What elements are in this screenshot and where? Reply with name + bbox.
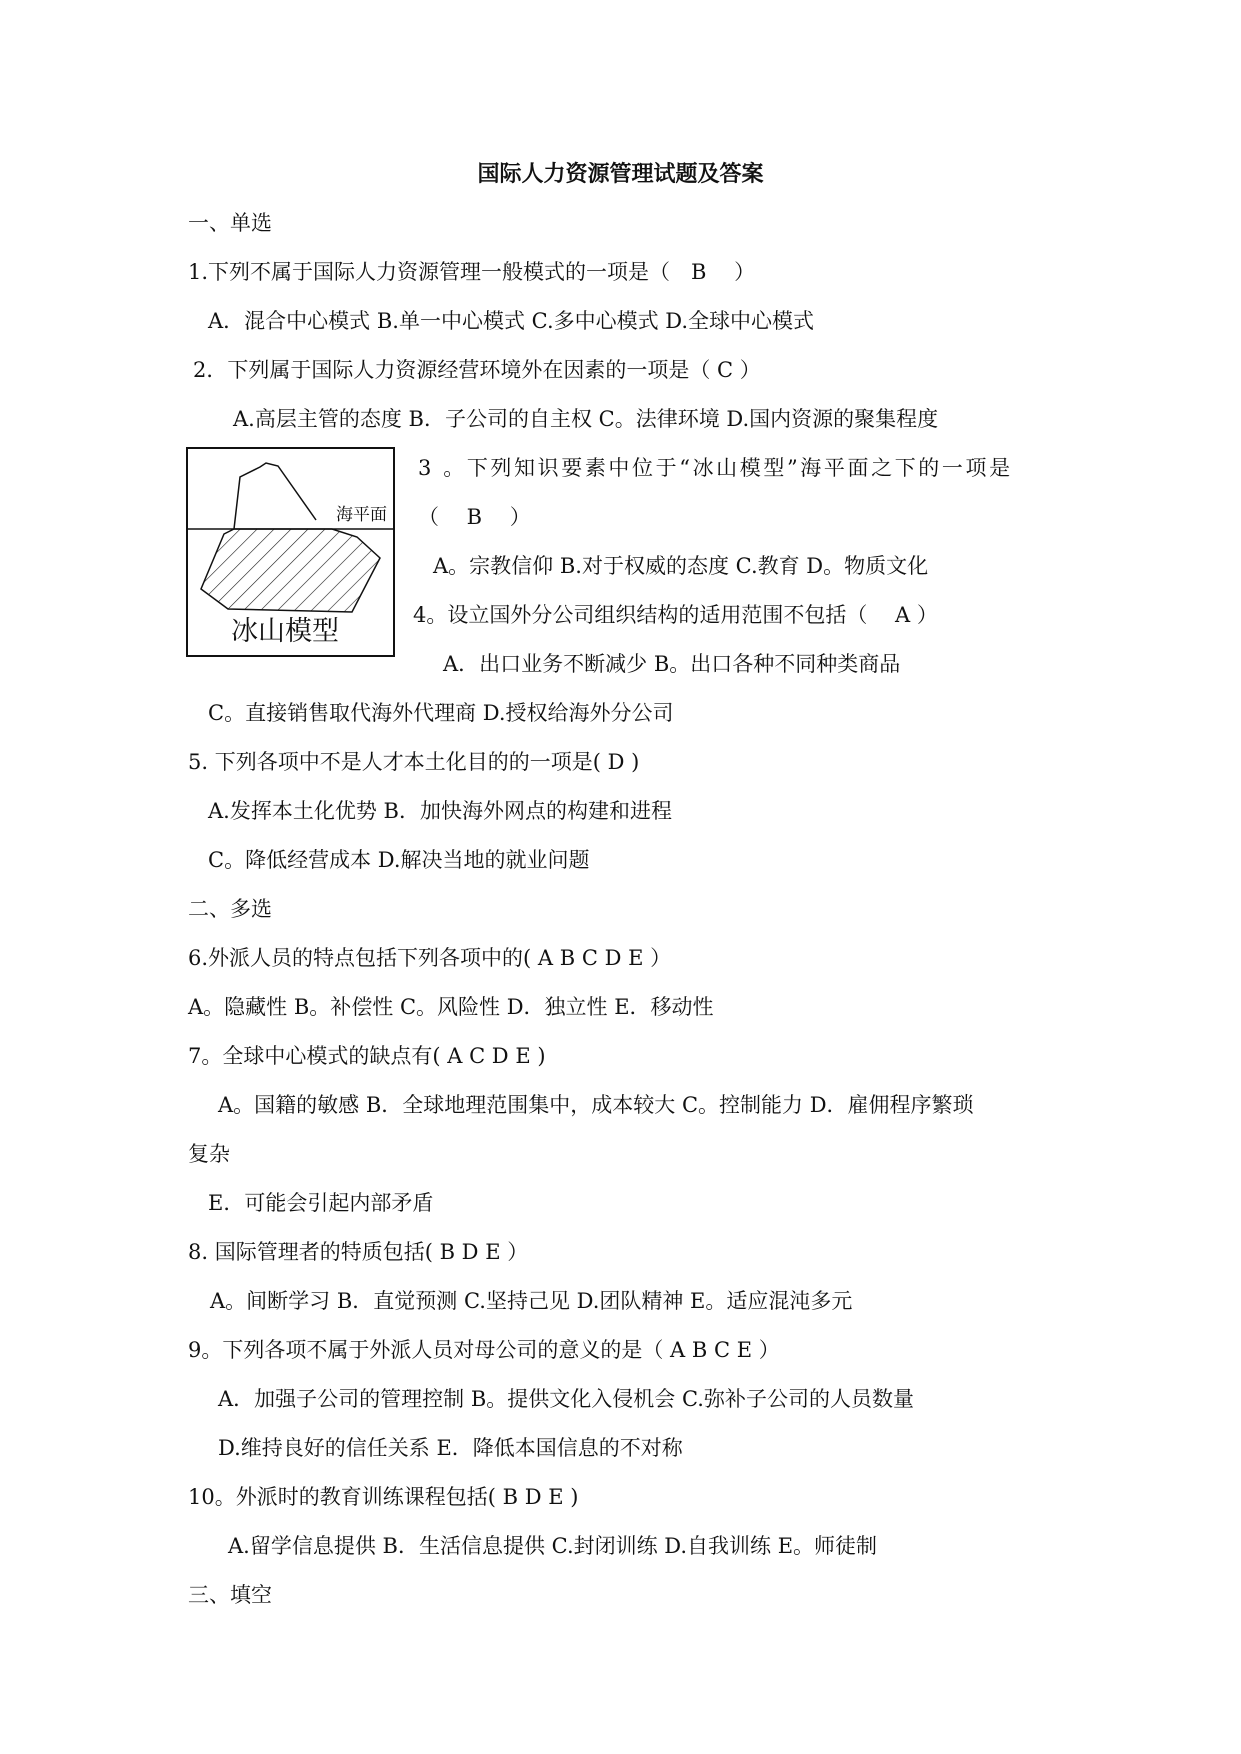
section-multiple-choice: 二、多选 <box>188 897 272 921</box>
question-4-options-line1: A．出口业务不断减少 B。出口各种不同种类商品 <box>443 652 901 676</box>
iceberg-model-figure <box>186 447 395 657</box>
question-3-stem-line2: （ B ） <box>418 505 531 529</box>
question-9-options-line1: A．加强子公司的管理控制 B。提供文化入侵机会 C.弥补子公司的人员数量 <box>218 1387 914 1411</box>
question-7-options-line3: E．可能会引起内部矛盾 <box>208 1191 434 1215</box>
question-2-stem: 2．下列属于国际人力资源经营环境外在因素的一项是（ C ） <box>193 358 761 382</box>
question-1-stem: 1.下列不属于国际人力资源管理一般模式的一项是（ B ） <box>188 260 756 284</box>
question-10-stem: 10。外派时的教育训练课程包括( B D E ) <box>188 1485 579 1509</box>
question-2-options: A.高层主管的态度 B．子公司的自主权 C。法律环境 D.国内资源的聚集程度 <box>233 407 939 431</box>
question-4-options-line2: C。直接销售取代海外代理商 D.授权给海外分公司 <box>208 701 674 725</box>
question-8-stem: 8. 国际管理者的特质包括( B D E ） <box>188 1240 529 1264</box>
sea-level-label: 海平面 <box>336 505 387 524</box>
question-5-options-line1: A.发挥本土化优势 B．加快海外网点的构建和进程 <box>208 799 672 823</box>
question-7-options-line1: A。国籍的敏感 B．全球地理范围集中，成本较大 C。控制能力 D．雇佣程序繁琐 <box>218 1093 974 1117</box>
question-8-options: A。间断学习 B．直觉预测 C.坚持己见 D.团队精神 E。适应混沌多元 <box>210 1289 853 1313</box>
question-3-options: A。宗教信仰 B.对于权威的态度 C.教育 D。物质文化 <box>433 554 929 578</box>
section-fill-in-blank: 三、填空 <box>188 1583 272 1607</box>
page-title: 国际人力资源管理试题及答案 <box>477 161 764 187</box>
question-6-stem: 6.外派人员的特点包括下列各项中的( A B C D E ） <box>188 946 672 970</box>
question-10-options: A.留学信息提供 B．生活信息提供 C.封闭训练 D.自我训练 E。师徒制 <box>228 1534 878 1558</box>
section-single-choice: 一、单选 <box>188 211 272 235</box>
iceberg-diagram <box>186 447 395 657</box>
question-7-options-line2: 复杂 <box>188 1142 230 1166</box>
question-9-stem: 9。下列各项不属于外派人员对母公司的意义的是（ A B C E ） <box>188 1338 780 1362</box>
question-4-stem: 4。设立国外分公司组织结构的适用范围不包括（ A ） <box>413 603 938 627</box>
submerged-iceberg <box>201 529 380 612</box>
figure-caption: 冰山模型 <box>231 616 339 646</box>
question-3-stem-line1: 3 。下列知识要素中位于“冰山模型”海平面之下的一项是 <box>418 456 1013 480</box>
question-6-options: A。隐藏性 B。补偿性 C。风险性 D．独立性 E．移动性 <box>188 995 714 1019</box>
question-5-stem: 5. 下列各项中不是人才本土化目的的一项是( D ) <box>188 750 640 774</box>
question-1-options: A．混合中心模式 B.单一中心模式 C.多中心模式 D.全球中心模式 <box>208 309 815 333</box>
question-7-stem: 7。全球中心模式的缺点有( A C D E ) <box>188 1044 546 1068</box>
question-9-options-line2: D.维持良好的信任关系 E．降低本国信息的不对称 <box>218 1436 683 1460</box>
question-5-options-line2: C。降低经营成本 D.解决当地的就业问题 <box>208 848 590 872</box>
